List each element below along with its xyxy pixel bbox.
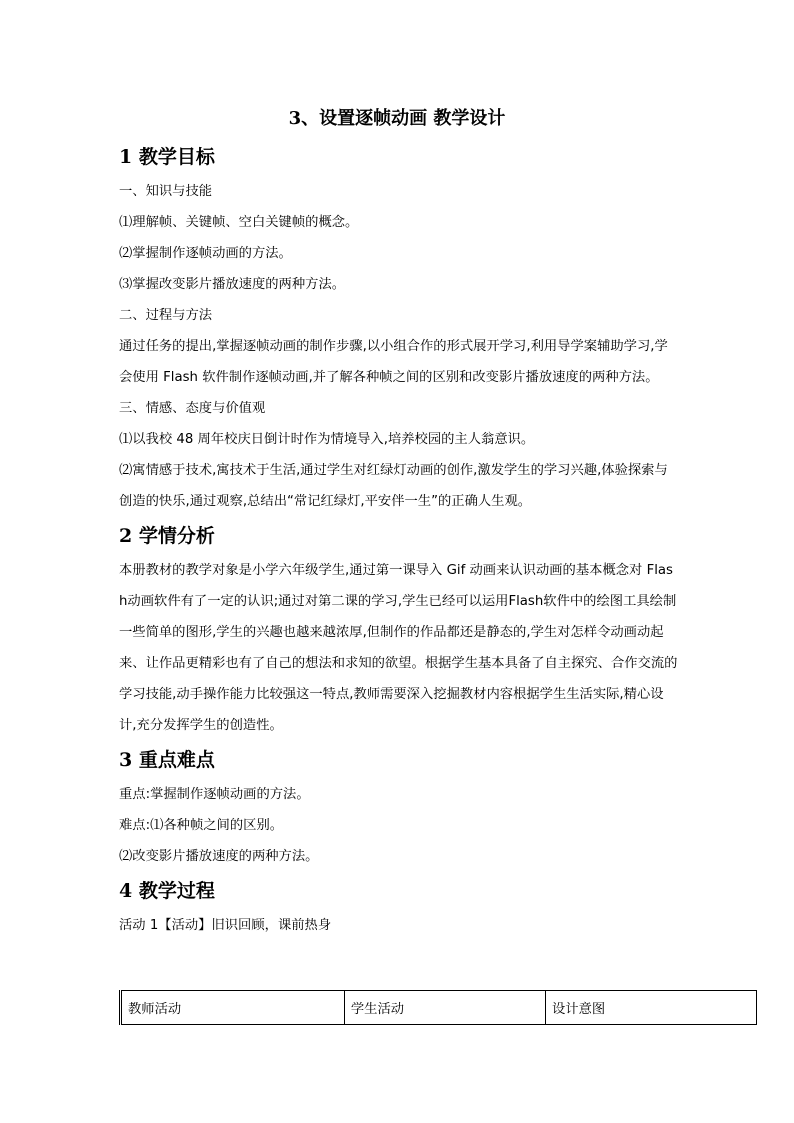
paragraph: 通过任务的提出,掌握逐帧动画的制作步骤,以小组合作的形式展开学习,利用导学案辅助学习,学会使用 Flash 软件制作逐帧动画,并了解各种帧之间的区别和改变影片播放速度的两种方法。: [119, 339, 668, 385]
paragraph: ⑵寓情感于技术,寓技术于生活,通过学生对红绿灯动画的创作,激发学生的学习兴趣,体验探索与创造的快乐,通过观察,总结出“常记红绿灯,平安伴一生”的正确人生观。: [119, 463, 668, 509]
table-header-cell: 设计意图: [545, 991, 756, 1025]
section-key-points: [119, 745, 679, 872]
document-body: [119, 142, 679, 941]
paragraph: ⑶掌握改变影片播放速度的两种方法。: [119, 277, 346, 292]
paragraph: 难点:⑴各种帧之间的区别。: [119, 818, 284, 833]
document-title: 3、设置逐帧动画 教学设计: [288, 108, 506, 129]
paragraph: ⑴理解帧、关键帧、空白关键帧的概念。: [119, 215, 359, 230]
paragraph: 一、知识与技能: [119, 184, 213, 199]
paragraph: ⑵掌握制作逐帧动画的方法。: [119, 246, 292, 261]
table-header-cell: 教师活动: [121, 991, 345, 1025]
section-teaching-goals: [119, 142, 679, 517]
section-student-analysis: [119, 521, 679, 741]
paragraph: 重点:掌握制作逐帧动画的方法。: [119, 787, 310, 802]
section-heading: 2 学情分析: [119, 525, 215, 547]
table-header-cell: 学生活动: [344, 991, 545, 1025]
paragraph: ⑴以我校 48 周年校庆日倒计时作为情境导入,培养校园的主人翁意识。: [119, 432, 535, 447]
section-heading: 3 重点难点: [119, 749, 215, 771]
section-heading: 4 教学过程: [119, 880, 215, 902]
paragraph: 三、情感、态度与价值观: [119, 401, 266, 416]
paragraph: 活动 1【活动】旧识回顾，课前热身: [119, 918, 332, 933]
section-teaching-process: [119, 876, 679, 941]
paragraph: ⑵改变影片播放速度的两种方法。: [119, 849, 319, 864]
paragraph: 二、过程与方法: [119, 308, 213, 323]
section-heading: 1 教学目标: [119, 146, 215, 168]
table-header-row: [121, 991, 757, 1025]
activity-table: [119, 990, 757, 1025]
paragraph: 本册教材的教学对象是小学六年级学生,通过第一课导入 Gif 动画来认识动画的基本概念对 Flash动画软件有了一定的认识;通过对第二课的学习,学生已经可以运用Flash软件中的绘图工具绘制一些简单的图形,学生的兴趣也越来越浓厚,但制作的作品都还是静态的,学生对怎样令动画动起来、让作品更精彩也有了自己的想法和求知的欲望。根据学生基本具备了自主探究、合作交流的学习技能,动手操作能力比较强这一特点,教师需要深入挖掘教材内容根据学生生活实际,精心设计,充分发挥学生的创造性。: [119, 563, 678, 733]
